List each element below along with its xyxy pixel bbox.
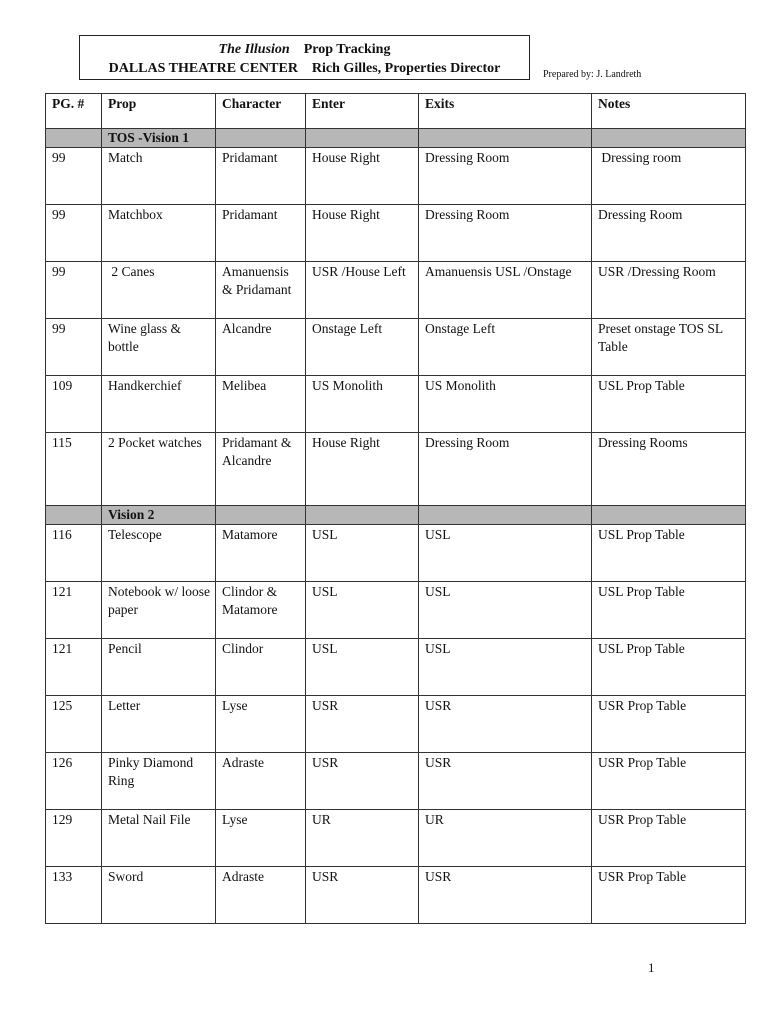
cell-notes: USR Prop Table [592, 867, 746, 924]
cell-enter: US Monolith [306, 376, 419, 433]
cell-enter: USR [306, 753, 419, 810]
document-title [80, 40, 529, 59]
cell-enter: USL [306, 582, 419, 639]
document-subtitle: DALLAS THEATRE CENTER Rich Gilles, Properties Director [108, 61, 501, 76]
cell-character: Adraste [216, 867, 306, 924]
cell-notes: USR Prop Table [592, 753, 746, 810]
table-row [46, 262, 746, 319]
section-cell [592, 506, 746, 525]
column-header-page: PG. # [46, 94, 102, 129]
section-cell [216, 506, 306, 525]
cell-notes: USL Prop Table [592, 376, 746, 433]
cell-character: Lyse [216, 696, 306, 753]
cell-page: 125 [46, 696, 102, 753]
cell-page: 121 [46, 582, 102, 639]
table-row [46, 582, 746, 639]
table-row [46, 433, 746, 506]
cell-prop: 2 Pocket watches [102, 433, 216, 506]
cell-prop: Wine glass & bottle [102, 319, 216, 376]
cell-page: 116 [46, 525, 102, 582]
cell-prop: Sword [102, 867, 216, 924]
cell-exits: US Monolith [419, 376, 592, 433]
section-cell [306, 129, 419, 148]
cell-prop: Pinky Diamond Ring [102, 753, 216, 810]
cell-character: Amanuensis & Pridamant [216, 262, 306, 319]
cell-enter: House Right [306, 148, 419, 205]
cell-notes: Dressing Room [592, 205, 746, 262]
play-title: The Illusion [218, 42, 290, 57]
cell-prop: Metal Nail File [102, 810, 216, 867]
cell-character: Pridamant [216, 148, 306, 205]
table-row [46, 525, 746, 582]
cell-enter: USR /House Left [306, 262, 419, 319]
document-title-box [79, 35, 530, 80]
cell-character: Clindor [216, 639, 306, 696]
table-header-row [46, 94, 746, 129]
cell-enter: USL [306, 639, 419, 696]
section-cell [46, 129, 102, 148]
cell-exits: Onstage Left [419, 319, 592, 376]
column-header-enter: Enter [306, 94, 419, 129]
cell-page: 99 [46, 148, 102, 205]
prop-tracking-table [45, 93, 746, 924]
cell-character: Matamore [216, 525, 306, 582]
cell-exits: Dressing Room [419, 433, 592, 506]
table-row [46, 753, 746, 810]
cell-enter: USR [306, 867, 419, 924]
page-number: 1 [648, 960, 655, 975]
cell-enter: Onstage Left [306, 319, 419, 376]
cell-prop: Match [102, 148, 216, 205]
cell-character: Pridamant & Alcandre [216, 433, 306, 506]
prepared-by: Prepared by: J. Landreth [543, 69, 642, 80]
cell-page: 133 [46, 867, 102, 924]
cell-enter: USL [306, 525, 419, 582]
section-cell [306, 506, 419, 525]
cell-page: 121 [46, 639, 102, 696]
section-cell [419, 129, 592, 148]
cell-notes: USL Prop Table [592, 639, 746, 696]
section-cell [216, 129, 306, 148]
cell-prop: Telescope [102, 525, 216, 582]
cell-exits: USR [419, 867, 592, 924]
column-header-character: Character [216, 94, 306, 129]
cell-exits: Dressing Room [419, 148, 592, 205]
table-row [46, 810, 746, 867]
cell-exits: Amanuensis USL /Onstage [419, 262, 592, 319]
cell-notes: Preset onstage TOS SL Table [592, 319, 746, 376]
cell-character: Alcandre [216, 319, 306, 376]
cell-page: 99 [46, 205, 102, 262]
cell-page: 126 [46, 753, 102, 810]
cell-page: 109 [46, 376, 102, 433]
cell-page: 99 [46, 319, 102, 376]
cell-page: 115 [46, 433, 102, 506]
cell-enter: USR [306, 696, 419, 753]
cell-prop: Notebook w/ loose paper [102, 582, 216, 639]
table-row [46, 376, 746, 433]
cell-notes: Dressing Rooms [592, 433, 746, 506]
column-header-notes: Notes [592, 94, 746, 129]
cell-enter: House Right [306, 433, 419, 506]
cell-exits: Dressing Room [419, 205, 592, 262]
cell-character: Pridamant [216, 205, 306, 262]
section-cell [46, 506, 102, 525]
section-row [46, 129, 746, 148]
table-row [46, 639, 746, 696]
cell-prop: 2 Canes [102, 262, 216, 319]
cell-exits: USL [419, 525, 592, 582]
cell-notes: USR /Dressing Room [592, 262, 746, 319]
cell-exits: USL [419, 582, 592, 639]
cell-notes: USR Prop Table [592, 810, 746, 867]
section-row [46, 506, 746, 525]
cell-prop: Handkerchief [102, 376, 216, 433]
table-row [46, 696, 746, 753]
cell-prop: Matchbox [102, 205, 216, 262]
table-row [46, 867, 746, 924]
cell-page: 129 [46, 810, 102, 867]
cell-exits: USL [419, 639, 592, 696]
cell-enter: UR [306, 810, 419, 867]
cell-character: Adraste [216, 753, 306, 810]
cell-exits: USR [419, 753, 592, 810]
cell-character: Clindor & Matamore [216, 582, 306, 639]
document-type: Prop Tracking [303, 42, 391, 57]
table-row [46, 148, 746, 205]
cell-character: Melibea [216, 376, 306, 433]
cell-notes: USR Prop Table [592, 696, 746, 753]
cell-notes: USL Prop Table [592, 525, 746, 582]
table-row [46, 319, 746, 376]
column-header-exits: Exits [419, 94, 592, 129]
cell-character: Lyse [216, 810, 306, 867]
table-row [46, 205, 746, 262]
section-label: TOS -Vision 1 [102, 129, 216, 148]
cell-enter: House Right [306, 205, 419, 262]
cell-notes: USL Prop Table [592, 582, 746, 639]
column-header-prop: Prop [102, 94, 216, 129]
section-cell [592, 129, 746, 148]
cell-notes: Dressing room [592, 148, 746, 205]
cell-exits: UR [419, 810, 592, 867]
cell-prop: Letter [102, 696, 216, 753]
section-cell [419, 506, 592, 525]
cell-page: 99 [46, 262, 102, 319]
cell-prop: Pencil [102, 639, 216, 696]
section-label: Vision 2 [102, 506, 216, 525]
cell-exits: USR [419, 696, 592, 753]
